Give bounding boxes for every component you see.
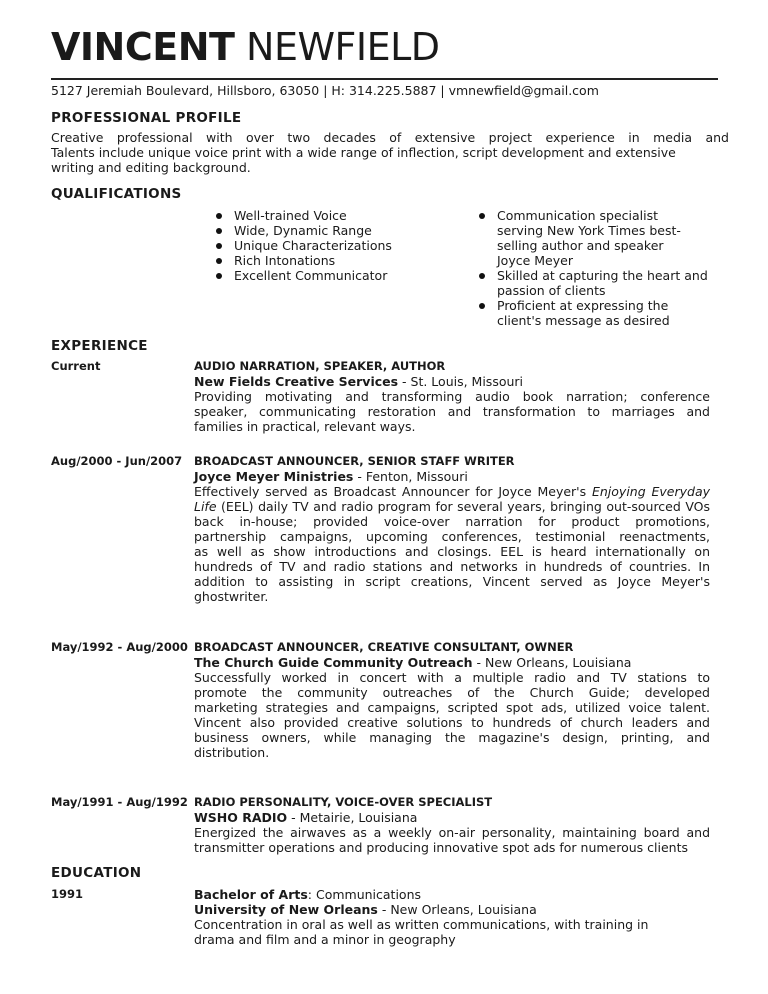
org-name: WSHO RADIO	[194, 810, 288, 825]
school-name: University of New Orleans	[194, 902, 378, 917]
job-title: BROADCAST ANNOUNCER, SENIOR STAFF WRITER	[194, 454, 515, 468]
profile-line: Creative professional with over two decades of extensive project experience in media and	[51, 130, 729, 145]
job-date: Current	[51, 359, 101, 373]
desc-line: drama and film and a minor in geography	[194, 932, 456, 947]
job-entry	[194, 454, 710, 604]
desc-line: as well as show introductions and closings. EEL is heard internationally on	[194, 544, 710, 559]
desc-line: back in-house; provided voice-over narration for product promotions,	[194, 514, 710, 529]
profile-line: writing and editing background.	[51, 160, 251, 175]
experience-heading: EXPERIENCE	[51, 338, 148, 354]
desc-line: speaker, communicating restoration and transformation to marriages and	[194, 404, 710, 419]
org-location: - St. Louis, Missouri	[398, 374, 524, 389]
job-date: Aug/2000 - Jun/2007	[51, 454, 183, 468]
qualifications-list-right	[476, 208, 726, 328]
job-description	[194, 670, 710, 760]
candidate-name	[51, 22, 440, 72]
org-name: Joyce Meyer Ministries	[194, 469, 354, 484]
desc-line: partnership campaigns, upcoming conferences, testimonial reenactments,	[194, 529, 710, 544]
school	[194, 902, 710, 917]
desc-line: transmitter operations and producing innovative spot ads for numerous clients	[194, 840, 689, 855]
job-entry	[194, 640, 710, 760]
desc-line: addition to assisting in script creations, Vincent served as Joyce Meyer's	[194, 574, 710, 589]
education-description	[194, 917, 710, 947]
desc-line: Providing motivating and transforming audio book narration; conference	[194, 389, 710, 404]
qualification-item: Communication specialist serving New York Times best-selling author and speaker Joyce Meyer	[476, 208, 687, 268]
job-title: RADIO PERSONALITY, VOICE-OVER SPECIALIST	[194, 795, 493, 809]
education-entry	[194, 887, 710, 947]
qualifications-list-left	[213, 208, 443, 283]
first-name: VINCENT	[51, 25, 235, 69]
org-location: - Metairie, Louisiana	[287, 810, 418, 825]
job-organization	[194, 810, 710, 825]
job-organization	[194, 655, 710, 670]
desc-line: ghostwriter.	[194, 589, 269, 604]
profile-heading: PROFESSIONAL PROFILE	[51, 110, 242, 126]
desc-line: hundreds of TV and radio stations and networks in hundreds of countries. In	[194, 559, 710, 574]
org-name: The Church Guide Community Outreach	[194, 655, 473, 670]
profile-text	[51, 130, 729, 175]
desc-line: business owners, while managing the magazine's design, printing, and	[194, 730, 710, 745]
job-description	[194, 484, 710, 604]
desc-line: Life (EEL) daily TV and radio program for several years, bringing out-sourced VOs	[194, 499, 710, 514]
job-title: AUDIO NARRATION, SPEAKER, AUTHOR	[194, 359, 446, 373]
education-heading: EDUCATION	[51, 865, 142, 881]
education-date: 1991	[51, 887, 84, 901]
job-organization	[194, 374, 710, 389]
qualifications-heading: QUALIFICATIONS	[51, 186, 182, 202]
degree-label: Bachelor of Arts	[194, 887, 308, 902]
job-title: BROADCAST ANNOUNCER, CREATIVE CONSULTANT, OWNER	[194, 640, 574, 654]
qualification-item: Rich Intonations	[213, 253, 443, 268]
header-rule	[51, 78, 718, 80]
qualification-item: Wide, Dynamic Range	[213, 223, 443, 238]
job-entry	[194, 795, 710, 855]
qualification-item: Proficient at expressing the client's message as desired	[476, 298, 697, 328]
job-entry	[194, 359, 710, 434]
job-date: May/1992 - Aug/2000	[51, 640, 188, 654]
last-name: NEWFIELD	[246, 25, 440, 69]
school-location: - New Orleans, Louisiana	[377, 902, 537, 917]
org-location: - New Orleans, Louisiana	[472, 655, 632, 670]
org-location: - Fenton, Missouri	[353, 469, 468, 484]
desc-line: Energized the airwaves as a weekly on-air personality, maintaining board and	[194, 825, 710, 840]
desc-line: distribution.	[194, 745, 270, 760]
job-description	[194, 389, 710, 434]
desc-line: Vincent also provided creative solutions to hundreds of church leaders and	[194, 715, 710, 730]
desc-line: Successfully worked in concert with a multiple radio and TV stations to	[194, 670, 710, 685]
job-date: May/1991 - Aug/1992	[51, 795, 188, 809]
desc-line: marketing strategies and campaigns, scripted spot ads, utilized voice talent.	[194, 700, 710, 715]
desc-line: families in practical, relevant ways.	[194, 419, 416, 434]
desc-line: promote the community outreaches of the Church Guide; developed	[194, 685, 710, 700]
qualification-item: Skilled at capturing the heart and passion of clients	[476, 268, 727, 298]
desc-line: Effectively served as Broadcast Announcer for Joyce Meyer's Enjoying Everyday	[194, 484, 711, 499]
qualification-item: Unique Characterizations	[213, 238, 443, 253]
contact-line: 5127 Jeremiah Boulevard, Hillsboro, 63050 | H: 314.225.5887 | vmnewfield@gmail.com	[51, 83, 599, 98]
degree-field: : Communications	[307, 887, 422, 902]
desc-line: Concentration in oral as well as written communications, with training in	[194, 917, 649, 932]
qualification-item: Well-trained Voice	[213, 208, 443, 223]
degree	[194, 887, 710, 902]
qualification-item: Excellent Communicator	[213, 268, 443, 283]
job-description	[194, 825, 710, 855]
job-organization	[194, 469, 710, 484]
org-name: New Fields Creative Services	[194, 374, 399, 389]
profile-line: Talents include unique voice print with a wide range of inflection, script development and extensive	[51, 145, 676, 160]
